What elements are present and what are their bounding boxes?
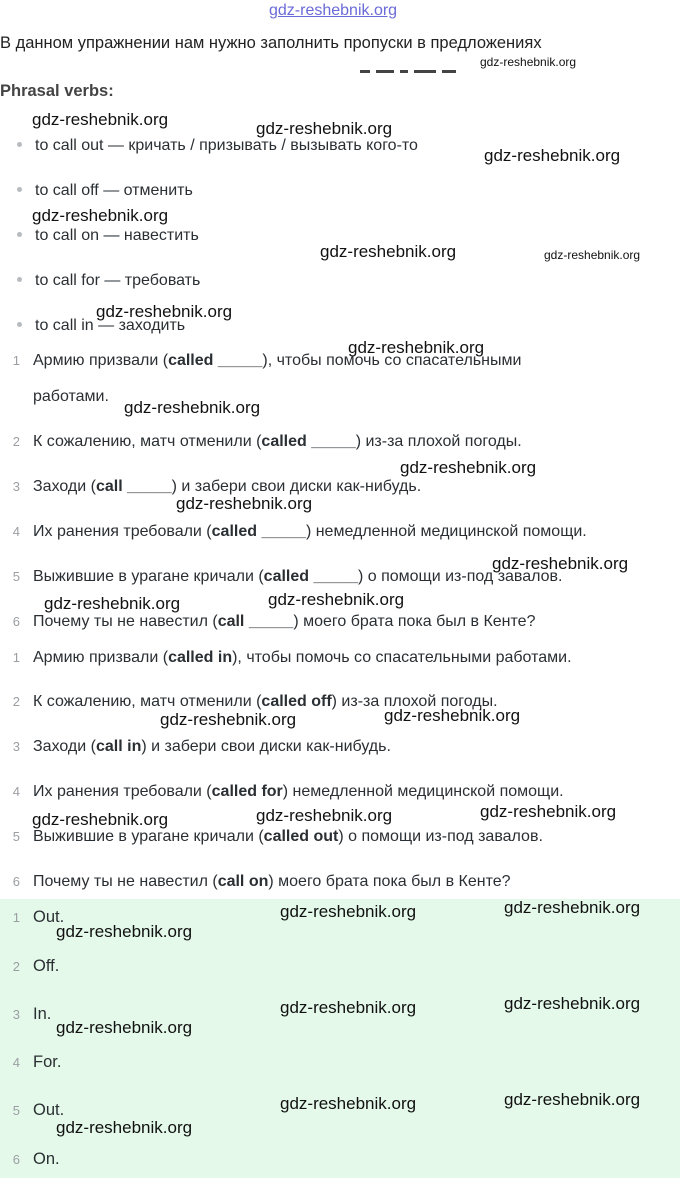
row-text: Выжившие в урагане кричали ( <box>33 828 264 845</box>
watermark: gdz-reshebnik.org <box>544 248 641 262</box>
solved-row <box>10 738 391 756</box>
watermark: gdz-reshebnik.org <box>492 554 629 573</box>
row-bold: call in <box>95 738 142 755</box>
row-number: 4 <box>12 524 20 539</box>
watermark: gdz-reshebnik.org <box>256 119 393 138</box>
watermark: gdz-reshebnik.org <box>480 55 577 69</box>
row-text: ) и забери свои диски как-нибудь. <box>171 478 422 495</box>
row-bold: called out <box>263 828 339 845</box>
row-text: ) о помощи из-под завалов. <box>357 568 563 585</box>
row-bold: call _____ <box>95 478 172 495</box>
row-number: 3 <box>12 1007 20 1022</box>
row-number: 4 <box>12 784 20 799</box>
exercise-row <box>10 568 563 586</box>
intro-text: В данном упражнении нам нужно заполнить пропуски в предложениях <box>0 34 542 52</box>
row-bold: called off <box>261 693 332 710</box>
row-text: ) немедленной медицинской помощи. <box>305 523 587 540</box>
watermark: gdz-reshebnik.org <box>320 242 457 261</box>
exercise-row <box>10 388 109 406</box>
row-bold: call _____ <box>217 613 294 630</box>
watermark: gdz-reshebnik.org <box>504 994 641 1013</box>
watermark: gdz-reshebnik.org <box>480 802 617 821</box>
answer-item <box>10 1005 51 1024</box>
list-item <box>17 227 199 245</box>
row-text: К сожалению, матч отменили ( <box>33 693 262 710</box>
list-item-text: to call on — навестить <box>35 227 199 244</box>
watermark: gdz-reshebnik.org <box>56 922 193 941</box>
row-text: ), чтобы помочь со спасательными работами. <box>232 649 572 666</box>
watermark: gdz-reshebnik.org <box>176 494 313 513</box>
answer-text: On. <box>33 1150 60 1168</box>
watermark: gdz-reshebnik.org <box>96 302 233 321</box>
row-number: 6 <box>12 874 20 889</box>
row-bold: called _____ <box>261 433 356 450</box>
bullet-icon <box>17 187 22 192</box>
watermark: gdz-reshebnik.org <box>348 338 485 357</box>
row-number: 5 <box>12 1103 20 1118</box>
row-text: К сожалению, матч отменили ( <box>33 433 262 450</box>
watermark: gdz-reshebnik.org <box>384 706 521 725</box>
watermark: gdz-reshebnik.org <box>32 110 169 129</box>
watermark: gdz-reshebnik.org <box>484 146 621 165</box>
watermark: gdz-reshebnik.org <box>280 998 417 1017</box>
answer-item <box>10 957 59 976</box>
row-bold: call on <box>217 873 269 890</box>
watermark: gdz-reshebnik.org <box>32 206 169 225</box>
row-number: 1 <box>12 650 20 665</box>
row-text: ) немедленной медицинской помощи. <box>282 783 564 800</box>
list-item-text: to call off — отменить <box>35 182 193 199</box>
row-number: 6 <box>12 614 20 629</box>
watermark: gdz-reshebnik.org <box>256 806 393 825</box>
row-text: работами. <box>33 388 109 405</box>
row-bold: called for <box>211 783 283 800</box>
answer-text: Out. <box>33 1101 65 1119</box>
watermark: gdz-reshebnik.org <box>504 1090 641 1109</box>
row-number: 3 <box>12 739 20 754</box>
row-text: Выжившие в урагане кричали ( <box>33 568 264 585</box>
row-number: 5 <box>12 569 20 584</box>
list-item-text: to call out — кричать / призывать / вызывать кого-то <box>35 137 418 154</box>
answer-item <box>10 1150 60 1169</box>
row-text: Их ранения требовали ( <box>33 783 212 800</box>
row-number: 2 <box>12 434 20 449</box>
bullet-icon <box>17 322 22 327</box>
row-text: Почему ты не навестил ( <box>33 613 218 630</box>
row-text: ), чтобы помочь со спасательными <box>262 352 522 369</box>
watermark: gdz-reshebnik.org <box>280 1094 417 1113</box>
row-number: 1 <box>12 910 20 925</box>
row-number: 2 <box>12 694 20 709</box>
answer-text: In. <box>33 1005 52 1023</box>
row-bold: called _____ <box>211 523 306 540</box>
list-item <box>17 272 200 290</box>
list-item <box>17 137 418 155</box>
row-text: Армию призвали ( <box>33 649 169 666</box>
watermark: gdz-reshebnik.org <box>32 810 169 829</box>
solved-row <box>10 873 511 891</box>
watermark: gdz-reshebnik.org <box>124 398 261 417</box>
solved-row <box>10 649 572 667</box>
list-item-text: to call for — требовать <box>35 272 201 289</box>
bullet-icon <box>17 277 22 282</box>
smudged-text <box>360 70 520 76</box>
row-number: 4 <box>12 1055 20 1070</box>
exercise-row <box>10 613 535 631</box>
row-text: Их ранения требовали ( <box>33 523 212 540</box>
watermark: gdz-reshebnik.org <box>56 1118 193 1137</box>
solved-row <box>10 828 543 846</box>
bullet-icon <box>17 142 22 147</box>
row-text: ) и забери свои диски как-нибудь. <box>141 738 391 755</box>
row-number: 5 <box>12 829 20 844</box>
exercise-row <box>10 433 522 451</box>
row-text: Почему ты не навестил ( <box>33 873 218 890</box>
row-text: Заходи ( <box>33 478 96 495</box>
row-bold: called _____ <box>168 352 263 369</box>
row-text: ) о помощи из-под завалов. <box>338 828 543 845</box>
row-text: Заходи ( <box>33 738 96 755</box>
row-number: 3 <box>12 479 20 494</box>
row-number: 1 <box>12 353 20 368</box>
row-bold: called _____ <box>263 568 358 585</box>
watermark: gdz-reshebnik.org <box>400 458 537 477</box>
watermark: gdz-reshebnik.org <box>504 898 641 917</box>
watermark: gdz-reshebnik.org <box>160 710 297 729</box>
watermark: gdz-reshebnik.org <box>44 594 181 613</box>
row-text: ) моего брата пока был в Кенте? <box>268 873 511 890</box>
watermark: gdz-reshebnik.org <box>280 902 417 921</box>
solved-row <box>10 783 564 801</box>
answer-text: For. <box>33 1053 62 1071</box>
row-bold: called in <box>168 649 233 666</box>
row-text: Армию призвали ( <box>33 352 169 369</box>
row-text: ) из-за плохой погоды. <box>331 693 498 710</box>
list-item-text: to call in — заходить <box>35 317 186 334</box>
watermark: gdz-reshebnik.org <box>56 1018 193 1037</box>
answer-text: Out. <box>33 908 65 926</box>
site-link[interactable]: gdz-reshebnik.org <box>269 2 398 19</box>
watermark: gdz-reshebnik.org <box>268 590 405 609</box>
phrasal-verbs-heading: Phrasal verbs: <box>0 82 114 100</box>
row-text: ) из-за плохой погоды. <box>355 433 522 450</box>
row-number: 6 <box>12 1152 20 1167</box>
row-text: ) моего брата пока был в Кенте? <box>293 613 536 630</box>
list-item <box>17 182 193 200</box>
answer-text: Off. <box>33 957 60 975</box>
row-number: 2 <box>12 959 20 974</box>
bullet-icon <box>17 232 22 237</box>
exercise-row <box>10 523 587 541</box>
answer-item <box>10 1053 61 1072</box>
